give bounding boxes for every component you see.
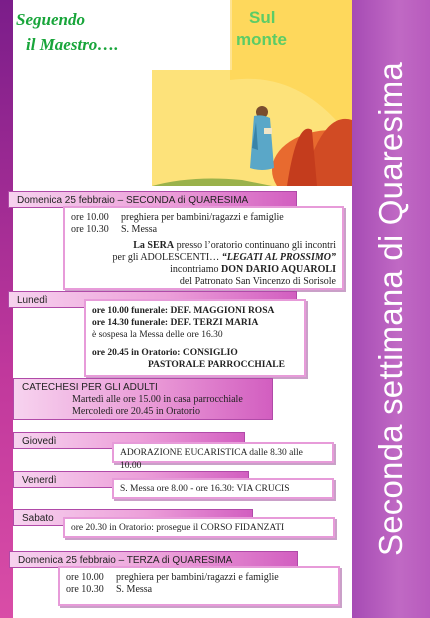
- seguendo-line2: il Maestro….: [26, 35, 119, 54]
- lunedi-box: [84, 299, 306, 377]
- row-time: ore 10.30: [71, 224, 109, 235]
- catechesi-line2: Mercoledì ore 20.45 in Oratorio: [72, 406, 201, 417]
- venerdi-box: [112, 478, 334, 499]
- venerdi-text: S. Messa ore 8.00 - ore 16.30: VIA CRUCIS: [120, 484, 290, 494]
- row-time: ore 10.00: [71, 212, 109, 223]
- legati-text: “LEGATI AL PROSSIMO”: [221, 252, 336, 263]
- lunedi-line5: PASTORALE PARROCCHIALE: [148, 360, 285, 370]
- catechesi-line1: Martedì alle ore 15.00 in casa parrocchiale: [72, 394, 243, 405]
- don-text: DON DARIO AQUAROLI: [220, 264, 336, 275]
- catechesi-box: [13, 378, 273, 420]
- section-header-lunedi: Lunedì: [8, 291, 297, 308]
- sera-bold: La SERA: [133, 240, 175, 251]
- sul-label: Sul: [249, 8, 276, 27]
- section-header-domenica2: Domenica 25 febbraio – TERZA di QUARESIMA: [9, 551, 298, 568]
- lunedi-line1: ore 10.00 funerale: DEF. MAGGIONI ROSA: [92, 306, 275, 316]
- row-text: preghiera per bambini/ragazzi e famiglie: [116, 572, 279, 583]
- incontriamo-text: incontriamo: [170, 264, 221, 275]
- row-text: preghiera per bambini/ragazzi e famiglie: [121, 212, 284, 223]
- lunedi-line2: ore 14.30 funerale: DEF. TERZI MARIA: [92, 318, 259, 328]
- sera-text: [71, 240, 336, 252]
- patronato-text: del Patronato San Vincenzo di Sorisole: [179, 276, 336, 287]
- giovedi-box: [112, 442, 334, 471]
- domenica1-box: [63, 206, 344, 290]
- schedule-row: [66, 584, 332, 596]
- row-text: S. Messa: [121, 224, 158, 235]
- section-header-giovedi: Giovedì: [13, 432, 245, 449]
- section-header-sabato: Sabato: [13, 509, 253, 526]
- left-decor-bar: [0, 0, 13, 618]
- catechesi-title: CATECHESI PER GLI ADULTI: [22, 382, 158, 393]
- section-header-venerdi: Venerdì: [13, 471, 249, 488]
- sidebar-title: Seconda settimana di Quaresima: [372, 62, 409, 556]
- section-header-domenica1: Domenica 25 febbraio – SECONDA di QUARESIMA: [8, 191, 297, 208]
- seguendo-line1: Seguendo: [16, 10, 85, 29]
- sidebar-title-wrap: [352, 0, 430, 618]
- sera-rest: presso l’oratorio continuano gli incontri: [174, 240, 336, 251]
- lunedi-line3: è sospesa la Messa delle ore 16.30: [92, 330, 223, 340]
- monte-label: monte: [236, 30, 287, 49]
- row-time: ore 10.30: [66, 584, 104, 595]
- incontriamo-line: [71, 264, 336, 276]
- schedule-row: [71, 224, 336, 236]
- sabato-text: ore 20.30 in Oratorio: prosegue il CORSO FIDANZATI: [71, 523, 285, 533]
- schedule-row: [66, 572, 332, 584]
- schedule-row: [71, 212, 336, 224]
- domenica2-box: [58, 566, 340, 606]
- lunedi-line4: ore 20.45 in Oratorio: CONSIGLIO: [92, 348, 238, 358]
- row-time: ore 10.00: [66, 572, 104, 583]
- sabato-box: [63, 517, 335, 538]
- row-text: S. Messa: [116, 584, 153, 595]
- giovedi-text: ADORAZIONE EUCARISTICA dalle 8.30 alle 10.00: [120, 448, 303, 471]
- adolescenti-text: per gli ADOLESCENTI…: [112, 252, 220, 263]
- adolescenti-line: [71, 252, 336, 264]
